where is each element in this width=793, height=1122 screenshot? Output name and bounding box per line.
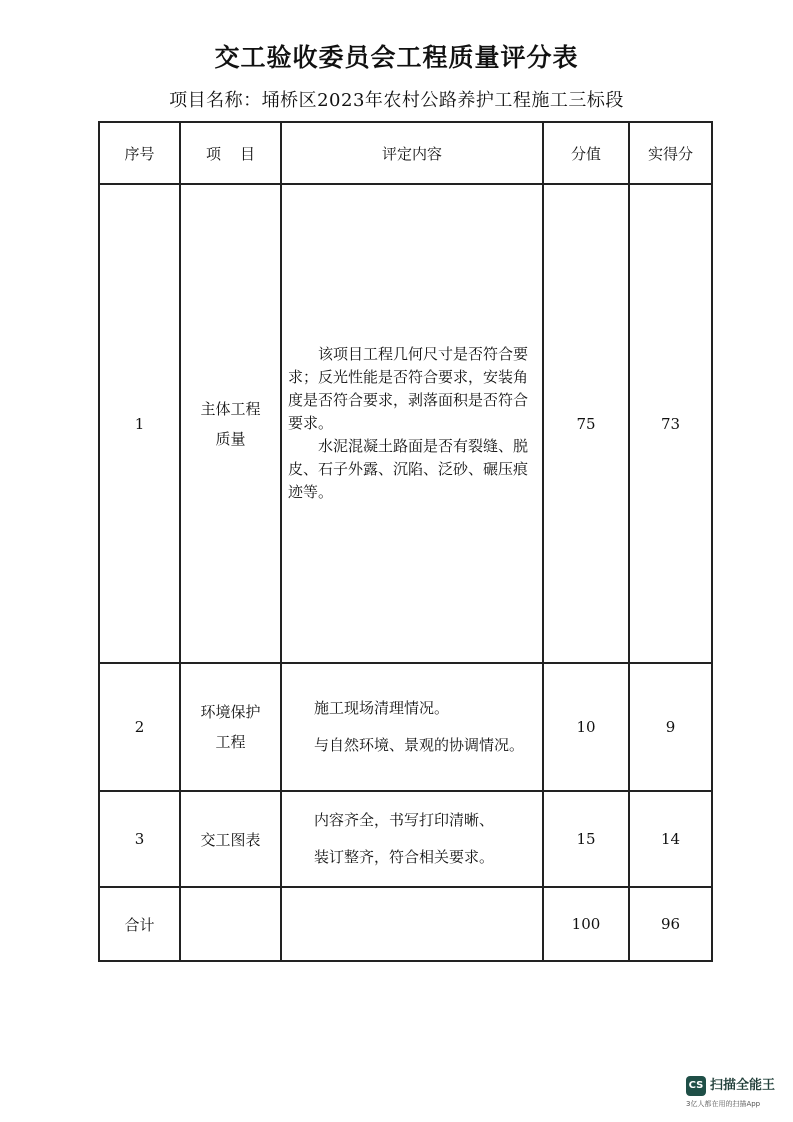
header-actual: 实得分 (629, 122, 712, 184)
row-item-line1: 环境保护 (200, 703, 261, 721)
header-item: 项 目 (180, 122, 281, 184)
total-label: 合计 (99, 887, 180, 961)
table-total-row (99, 887, 712, 961)
row-score: 75 (543, 184, 629, 663)
row-score: 10 (543, 663, 629, 791)
row-content-para2: 装订整齐，符合相关要求。 (314, 848, 495, 866)
scanner-watermark (686, 1074, 782, 1110)
row-item (180, 663, 281, 791)
row-content-para2: 水泥混凝土路面是否有裂缝、脱皮、石子外露、沉陷、泛砂、碾压痕迹等。 (288, 437, 529, 501)
row-item: 交工图表 (180, 791, 281, 887)
page-title: 交工验收委员会工程质量评分表 (214, 43, 579, 72)
row-seq: 3 (99, 791, 180, 887)
header-score: 分值 (543, 122, 629, 184)
table-row (99, 184, 712, 663)
row-content-para1: 内容齐全，书写打印清晰、 (314, 811, 495, 829)
row-content (281, 663, 543, 791)
total-content (281, 887, 543, 961)
row-item-line2: 质量 (215, 429, 246, 448)
row-content-para2: 与自然环境、景观的协调情况。 (314, 736, 525, 754)
total-actual: 96 (629, 887, 712, 961)
score-table (98, 121, 713, 962)
table-row (99, 791, 712, 887)
watermark-name: 扫描全能王 (710, 1078, 776, 1093)
header-content: 评定内容 (281, 122, 543, 184)
table-header-row (99, 122, 712, 184)
row-seq: 2 (99, 663, 180, 791)
row-item-line1: 主体工程 (200, 399, 261, 418)
project-name: 项目名称：埇桥区2023年农村公路养护工程施工三标段 (169, 90, 624, 111)
row-content (281, 791, 543, 887)
watermark-tagline: 3亿人都在用的扫描App (686, 1100, 761, 1108)
row-actual: 9 (629, 663, 712, 791)
header-seq: 序号 (99, 122, 180, 184)
row-content-para1: 施工现场清理情况。 (314, 699, 450, 717)
row-actual: 14 (629, 791, 712, 887)
total-score: 100 (543, 887, 629, 961)
row-score: 15 (543, 791, 629, 887)
table-row (99, 663, 712, 791)
total-item (180, 887, 281, 961)
row-item-line2: 工程 (215, 733, 246, 751)
camscanner-logo-icon: CS (686, 1076, 706, 1096)
row-content-para1: 该项目工程几何尺寸是否符合要求；反光性能是否符合要求，安装角度是否符合要求，剥落面积是否符合要求。 (288, 345, 529, 432)
row-seq: 1 (99, 184, 180, 663)
row-item (180, 184, 281, 663)
row-actual: 73 (629, 184, 712, 663)
row-content (281, 184, 543, 663)
